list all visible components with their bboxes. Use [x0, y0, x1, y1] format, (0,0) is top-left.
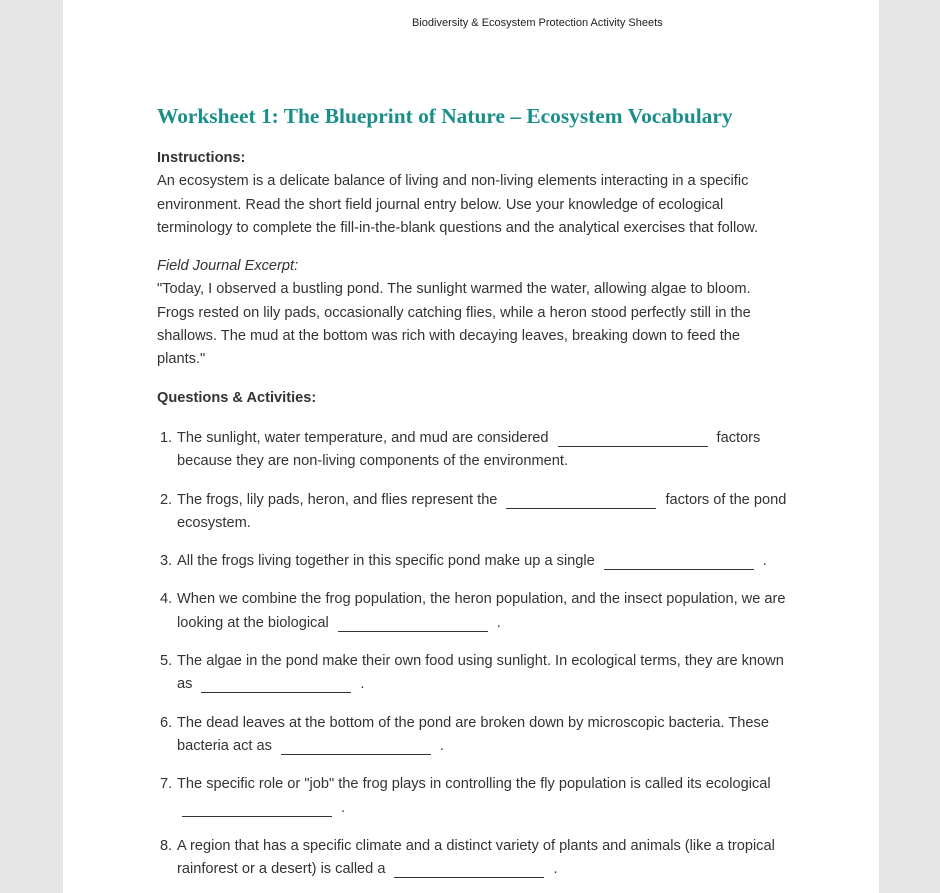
question-number: 2.	[160, 491, 173, 508]
question-text-after: .	[341, 799, 346, 816]
question-item	[157, 650, 787, 697]
answer-blank[interactable]	[604, 553, 754, 570]
excerpt-section	[157, 255, 787, 371]
question-item	[157, 712, 787, 759]
question-number: 7.	[160, 776, 173, 793]
question-text: The specific role or "job" the frog plays in controlling the fly population is called its ecological	[177, 776, 771, 793]
worksheet-page	[63, 0, 879, 893]
answer-blank[interactable]	[506, 492, 656, 509]
worksheet-content	[157, 102, 787, 893]
question-text: The dead leaves at the bottom of the pond are broken down by microscopic bacteria. These bacteria act as	[177, 714, 769, 754]
instructions-text: An ecosystem is a delicate balance of living and non-living elements interacting in a specific environment. Read the short field journal entry below. Use your knowledge of ecological terminology to complete the fill-in-the-blank questions and the analytical exercises that follow.	[157, 173, 759, 236]
question-item	[157, 588, 787, 635]
question-item	[157, 427, 787, 474]
question-number: 5.	[160, 653, 173, 670]
instructions-label: Instructions:	[157, 150, 246, 166]
question-text: The sunlight, water temperature, and mud are considered	[177, 429, 549, 446]
running-header: Biodiversity & Ecosystem Protection Activity Sheets	[412, 17, 663, 29]
answer-blank[interactable]	[201, 676, 351, 693]
question-text: The algae in the pond make their own food using sunlight. In ecological terms, they are known as	[177, 653, 784, 693]
question-item	[157, 773, 787, 820]
question-number: 6.	[160, 714, 173, 731]
question-text-after: .	[439, 737, 444, 754]
answer-blank[interactable]	[558, 430, 708, 447]
question-text: When we combine the frog population, the heron population, and the insect population, we are looking at the biological	[177, 591, 786, 631]
question-text-after: .	[496, 614, 501, 631]
answer-blank[interactable]	[338, 615, 488, 632]
question-number: 4.	[160, 591, 173, 608]
answer-blank[interactable]	[394, 861, 544, 878]
question-number: 8.	[160, 837, 173, 854]
question-text-after: .	[360, 676, 365, 693]
instructions-section	[157, 147, 787, 240]
question-text-after: factors because they are non-living components of the environment.	[177, 429, 761, 470]
question-text-after: .	[762, 553, 767, 570]
answer-blank[interactable]	[281, 738, 431, 755]
question-item	[157, 835, 787, 882]
question-number: 1.	[160, 429, 173, 446]
question-item	[157, 550, 787, 573]
question-text-after: factors of the pond ecosystem.	[177, 491, 787, 531]
answer-blank[interactable]	[182, 800, 332, 817]
excerpt-text: "Today, I observed a bustling pond. The sunlight warmed the water, allowing algae to bloom. Frogs rested on lily pads, occasionally catching flies, while a heron stood perfectly still in the shallows. The mud at the bottom was rich with decaying leaves, breaking down to feed the plants."	[157, 281, 751, 368]
question-text: The frogs, lily pads, heron, and flies represent the	[177, 491, 498, 508]
question-text: All the frogs living together in this specific pond make up a single	[177, 553, 595, 570]
questions-list	[157, 427, 787, 881]
worksheet-title: Worksheet 1: The Blueprint of Nature – Ecosystem Vocabulary	[157, 104, 733, 128]
question-text: A region that has a specific climate and a distinct variety of plants and animals (like a tropical rainforest or a desert) is called a	[177, 837, 775, 878]
questions-heading: Questions & Activities:	[157, 389, 317, 406]
question-number: 3.	[160, 553, 173, 570]
question-item	[157, 489, 787, 536]
excerpt-label: Field Journal Excerpt:	[157, 258, 299, 275]
question-text-after: .	[553, 861, 558, 878]
